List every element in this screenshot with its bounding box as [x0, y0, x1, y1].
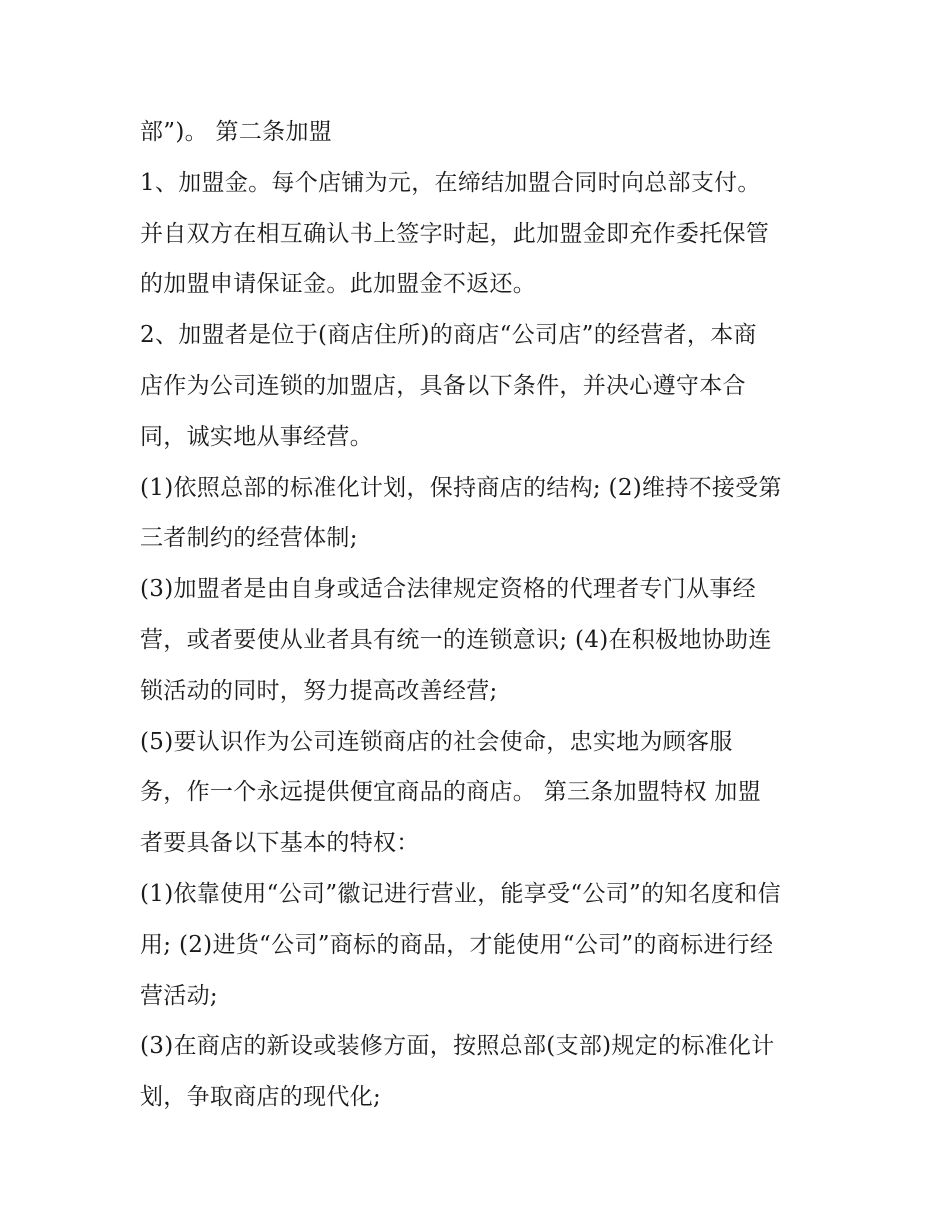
document-body	[140, 107, 820, 1123]
text-line: 用; (2)进货“公司”商标的商品，才能使用“公司”的商标进行经	[140, 931, 774, 958]
text-line: (5)要认识作为公司连锁商店的社会使命，忠实地为顾客服	[140, 728, 733, 755]
text-line: 划，争取商店的现代化;	[140, 1084, 382, 1111]
text-line: 的加盟申请保证金。此加盟金不返还。	[140, 271, 537, 298]
text-line: 同，诚实地从事经营。	[140, 423, 373, 450]
text-line: (3)在商店的新设或装修方面，按照总部(支部)规定的标准化计	[140, 1033, 775, 1060]
text-line: (3)加盟者是由自身或适合法律规定资格的代理者专门从事经	[140, 576, 756, 603]
text-line: 营，或者要使从业者具有统一的连锁意识; (4)在积极地协助连	[140, 626, 772, 653]
text-line: (1)依靠使用“公司”徽记进行营业，能享受“公司”的知名度和信	[140, 880, 781, 907]
text-line: 1、加盟金。每个店铺为元，在缔结加盟合同时向总部支付。	[140, 169, 761, 196]
text-line: (1)依照总部的标准化计划，保持商店的结构; (2)维持不接受第	[140, 474, 782, 501]
text-line: 店作为公司连锁的加盟店，具备以下条件，并决心遵守本合	[140, 372, 746, 399]
text-line: 三者制约的经营体制;	[140, 525, 358, 552]
text-line: 锁活动的同时，努力提高改善经营;	[140, 677, 498, 704]
text-line: 者要具备以下基本的特权：	[140, 830, 420, 857]
text-line: 部”)。 第二条加盟	[140, 119, 333, 145]
text-line: 营活动;	[140, 982, 218, 1009]
text-line: 2、加盟者是位于(商店住所)的商店“公司店”的经营者，本商	[140, 322, 757, 349]
text-line: 务，作一个永远提供便宜商品的商店。 第三条加盟特权 加盟	[140, 779, 762, 806]
text-line: 并自双方在相互确认书上签字时起，此加盟金即充作委托保管	[140, 220, 770, 247]
